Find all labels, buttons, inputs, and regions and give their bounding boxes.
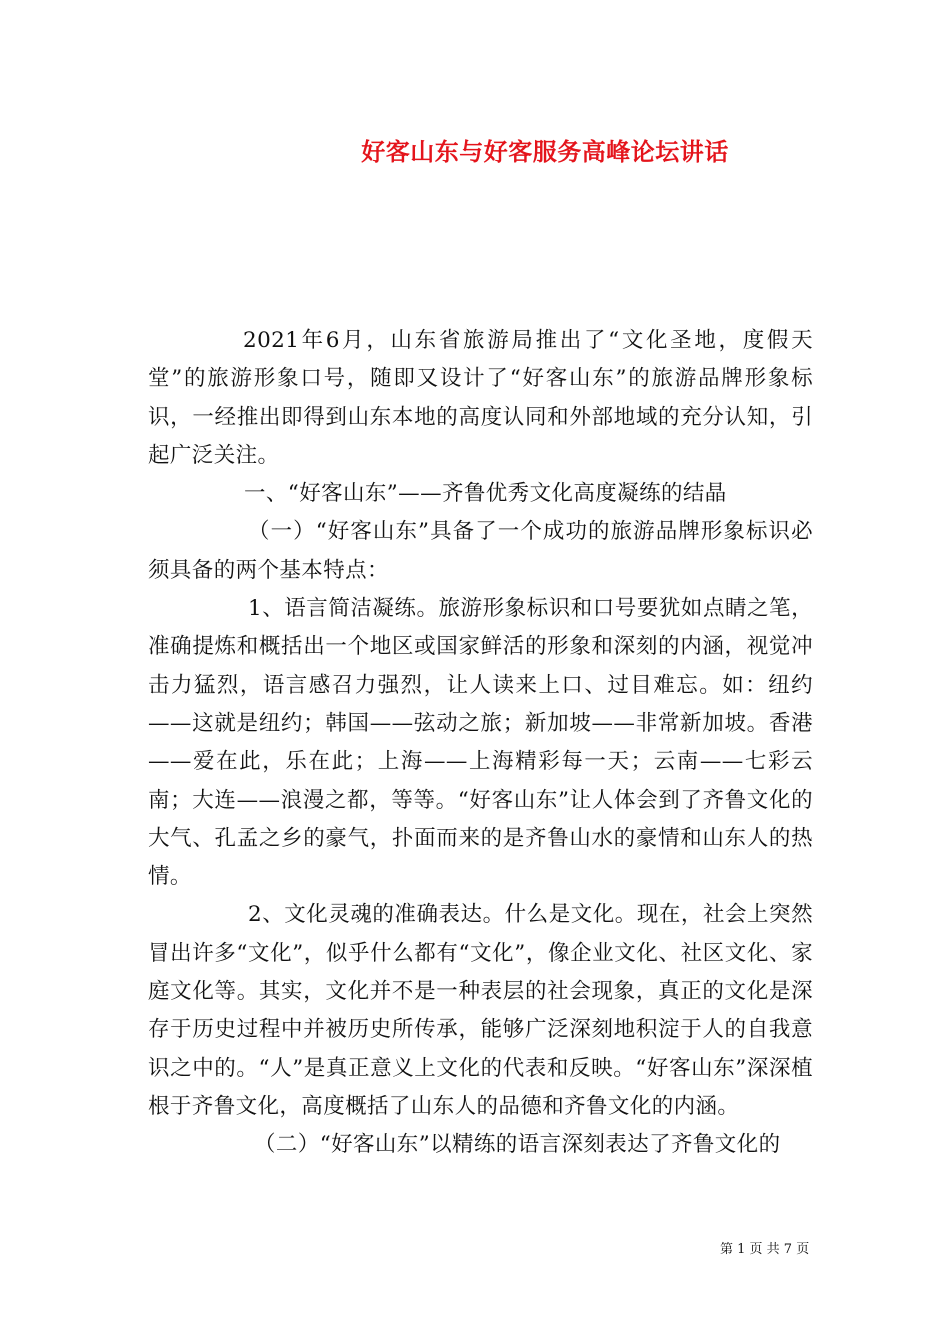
- subsection-heading-2: （二）“好客山东”以精练的语言深刻表达了齐鲁文化的: [254, 1132, 781, 1158]
- paragraph-point-2: 2、文化灵魂的准确表达。什么是文化。现在，社会上突然冒出许多“文化”，似乎什么都有“文化”，像企业文化、社区文化、家庭文化等。其实，文化并不是一种表层的社会现象，真正的文化是深存于历史过程中并被历史所传承，能够广泛深刻地积淀于人的自我意识之中的。“人”是真正意义上文化的代表和反映。“好客山东”深深植根于齐鲁文化，高度概括了山东人的品德和齐鲁文化的内涵。: [148, 902, 813, 1119]
- document-body: [148, 322, 813, 1165]
- paragraph-intro: 2021年6月，山东省旅游局推出了“文化圣地，度假天堂”的旅游形象口号，随即又设计了“好客山东”的旅游品牌形象标识，一经推出即得到山东本地的高度认同和外部地域的充分认知，引起广泛关注。: [148, 328, 813, 468]
- section-heading-1: 一、“好客山东”——齐鲁优秀文化高度凝练的结晶: [244, 481, 727, 507]
- paragraph-point-1: 1、语言简洁凝练。旅游形象标识和口号要犹如点睛之笔，准确提炼和概括出一个地区或国家鲜活的形象和深刻的内涵，视觉冲击力猛烈，语言感召力强烈，让人读来上口、过目难忘。如：纽约——这就是纽约；韩国——弦动之旅；新加坡——非常新加坡。香港——爱在此，乐在此；上海——上海精彩每一天；云南——七彩云南；大连——浪漫之都，等等。“好客山东”让人体会到了齐鲁文化的大气、孔孟之乡的豪气，扑面而来的是齐鲁山水的豪情和山东人的热情。: [148, 596, 813, 890]
- page-number-footer: 第 1 页 共 7 页: [720, 1242, 810, 1257]
- document-title: 好客山东与好客服务高峰论坛讲话: [361, 137, 729, 166]
- subsection-heading-1: （一）“好客山东”具备了一个成功的旅游品牌形象标识必须具备的两个基本特点：: [148, 519, 813, 583]
